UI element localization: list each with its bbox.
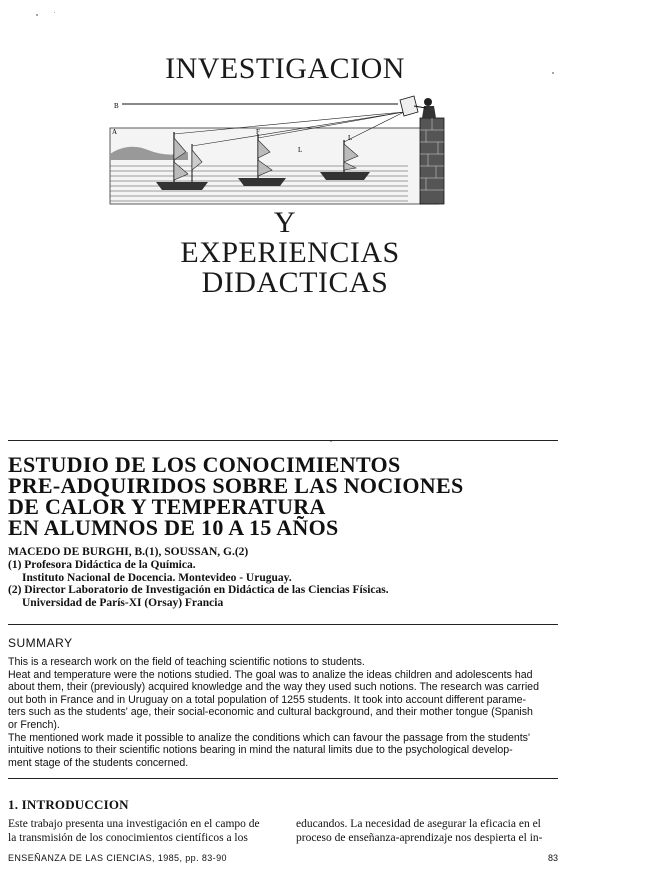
header-title-experiencias: EXPERIENCIAS [180,236,400,269]
author-names: MACEDO DE BURGHI, B.(1), SOUSSAN, G.(2) [8,546,249,558]
article-title [8,454,568,538]
summary-heading: SUMMARY [8,636,73,650]
summary-line: The mentioned work made it possible to analize the conditions which can favour the passage from the students' [8,731,531,744]
journal-citation: ENSEÑANZA DE LAS CIENCIAS, 1985, pp. 83-90 [8,853,227,863]
summary-line: intuitive notions to their scientific notions bearing in mind the natural limits due to the psychological develop- [8,744,513,757]
affiliation-1-institution: Instituto Nacional de Docencia. Montevideo - Uruguay. [22,571,292,584]
engraving-letter-b: B [114,102,119,110]
engraving-letter-f: F [256,128,260,136]
body-line: educandos. La necesidad de asegurar la eficacia en el [296,818,541,830]
summary-line: ment stage of the students concerned. [8,756,189,769]
article-title-line: ESTUDIO DE LOS CONOCIMIENTOS [8,452,401,477]
page-number: 83 [548,853,559,863]
affiliation-1: (1) Profesora Didáctica de la Química. [8,558,196,571]
summary-line: about them, their (previously) acquired knowledge and the way they used such notions. The research was carried [8,681,539,694]
header-title-didacticas: DIDACTICAS [201,266,389,299]
authors-block [8,546,568,610]
section-heading-introduccion: 1. INTRODUCCION [8,797,129,812]
summary-line: This is a research work on the field of teaching scientific notions to students. [8,656,365,668]
article-title-line: DE CALOR Y TEMPERATURA [8,494,326,519]
summary-bottom-divider [8,778,558,779]
ship-tower-engraving [108,94,460,206]
engraving-letter-l2: L [348,134,353,142]
body-line: proceso de enseñanza-aprendizaje nos despierta el in- [296,832,543,844]
header-title-y: Y [273,206,297,239]
summary-line: Heat and temperature were the notions studied. The goal was to analize the ideas children and adolescents had [8,668,533,681]
engraving-letter-l1: L [298,146,303,154]
affiliation-2-institution: Universidad de París-XI (Orsay) Francia [22,597,224,610]
article-title-line: EN ALUMNOS DE 10 A 15 AÑOS [8,515,339,540]
body-column-left [8,817,278,845]
top-divider [8,440,558,441]
summary-body [8,656,560,769]
body-column-right [296,817,566,845]
summary-line: out both in France and in Uruguay on a total population of 1255 students. It took into account different parame- [8,693,527,706]
header-title-investigacion: INVESTIGACION [165,52,405,85]
affiliation-2: (2) Director Laboratorio de Investigación en Didáctica de las Ciencias Físicas. [8,584,389,597]
article-title-line: PRE-ADQUIRIDOS SOBRE LAS NOCIONES [8,473,464,498]
summary-top-divider [8,624,558,625]
summary-line: ters such as the students' age, their social-economic and cultural background, and their mother tongue (Spanish [8,706,533,719]
body-line: la transmisión de los conocimientos científicos a los [8,832,248,844]
body-line: Este trabajo presenta una investigación en el campo de [8,818,260,830]
summary-line: or French). [8,718,60,731]
engraving-letter-a: A [112,128,118,136]
